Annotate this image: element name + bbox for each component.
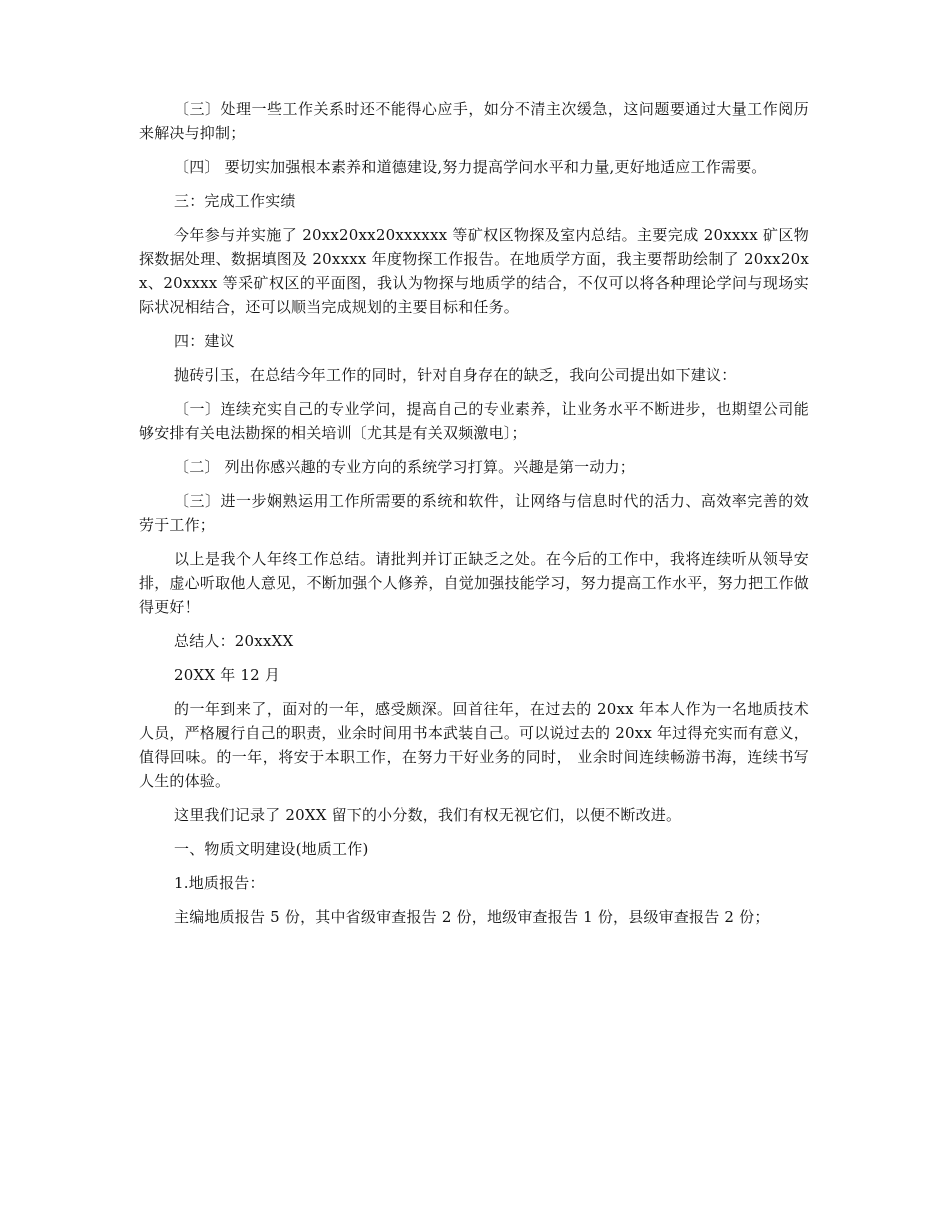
paragraph-record: 这里我们记录了 20XX 留下的小分数，我们有权无视它们，以便不断改进。 xyxy=(174,806,682,824)
paragraph-work-relations: 〔三〕处理一些工作关系时还不能得心应手，如分不清主次缓急，这问题要通过大量工作阅历来解决与抑制； xyxy=(139,100,809,142)
document-body xyxy=(139,97,809,939)
paragraph-suggestions-intro: 抛砖引玉，在总结今年工作的同时，针对自身存在的缺乏，我向公司提出如下建议： xyxy=(174,366,737,384)
section-heading-material: 一、物质文明建设(地质工作) xyxy=(174,840,369,858)
paragraph-achievements: 今年参与并实施了 20xx20xx20xxxxxx 等矿权区物探及室内总结。主要完成 20xxxx 矿区物探数据处理、数据填图及 20xxxx 年度物探工作报告。在地质学方面，我主要帮助绘制了 20xx20xx、20xxxx 等采矿权区的平面图，我认为物探与地质学的结合，不仅可以将各种理论学问与现场实际状况相结合，还可以顺当完成规划的主要目标和任务。 xyxy=(139,226,809,316)
subheading-geology-report: 1.地质报告： xyxy=(174,874,265,892)
paragraph-new-year: 的一年到来了，面对的一年，感受颇深。回首往年，在过去的 20xx 年本人作为一名地质技术人员，严格履行自己的职责，业余时间用书本武装自己。可以说过去的 20xx 年过得充实而有意义，值得回味。的一年，将安于本职工作，在努力干好业务的同时， 业余时间连续畅游书海，连续书写人生的体验。 xyxy=(139,700,809,790)
paragraph-report-count: 主编地质报告 5 份，其中省级审查报告 2 份，地级审查报告 1 份，县级审查报告 2 份； xyxy=(174,908,770,926)
suggestion-item-3: 〔三〕进一步娴熟运用工作所需要的系统和软件，让网络与信息时代的活力、高效率完善的效劳于工作； xyxy=(139,492,809,534)
paragraph-conclusion: 以上是我个人年终工作总结。请批判并订正缺乏之处。在今后的工作中，我将连续听从领导安排，虚心听取他人意见，不断加强个人修养，自觉加强技能学习，努力提高工作水平，努力把工作做得更好！ xyxy=(139,550,809,616)
section-heading-achievements: 三：完成工作实绩 xyxy=(174,192,296,210)
paragraph-basic-quality: 〔四〕 要切实加强根本素养和道德建设,努力提高学问水平和力量,更好地适应工作需要。 xyxy=(174,158,767,176)
date-line: 20XX 年 12 月 xyxy=(174,666,281,684)
suggestion-item-2: 〔二〕 列出你感兴趣的专业方向的系统学习打算。兴趣是第一动力； xyxy=(174,458,635,476)
suggestion-item-1: 〔一〕连续充实自己的专业学问，提高自己的专业素养，让业务水平不断进步，也期望公司能够安排有关电法勘探的相关培训〔尤其是有关双频激电〕； xyxy=(139,400,809,442)
signature-line: 总结人：20xxXX xyxy=(174,632,294,650)
section-heading-suggestions: 四：建议 xyxy=(174,332,235,350)
